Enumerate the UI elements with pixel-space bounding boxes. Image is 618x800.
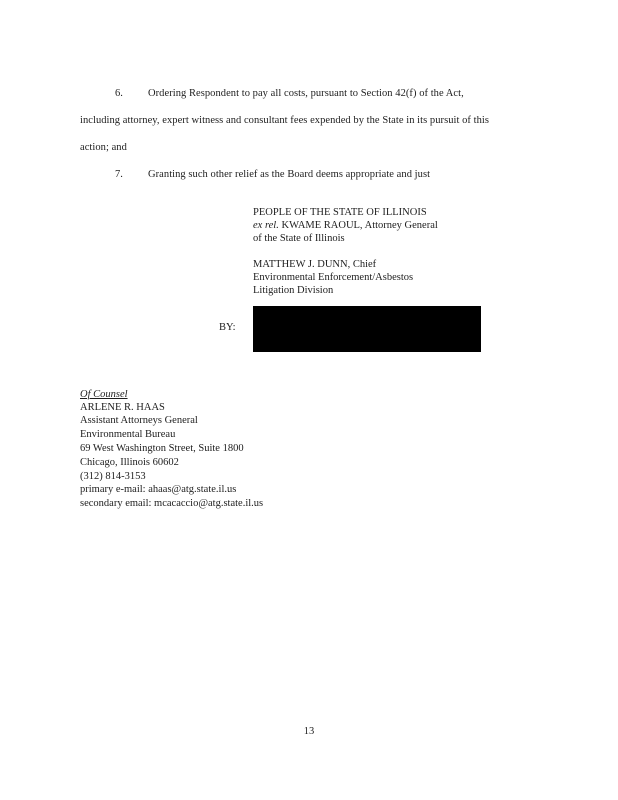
counsel-city: Chicago, Illinois 60602 bbox=[80, 457, 179, 468]
counsel-bureau: Environmental Bureau bbox=[80, 429, 176, 440]
counsel-primary-email: primary e-mail: ahaas@atg.state.il.us bbox=[80, 484, 237, 495]
counsel-title: Assistant Attorneys General bbox=[80, 415, 198, 426]
signature-party-line: of the State of Illinois bbox=[253, 233, 345, 244]
counsel-phone: (312) 814-3153 bbox=[80, 471, 146, 482]
item-text-line: action; and bbox=[80, 142, 127, 153]
item-number: 6. bbox=[115, 88, 123, 99]
signature-chief-line: Litigation Division bbox=[253, 285, 334, 296]
item-text-line: Ordering Respondent to pay all costs, pursuant to Section 42(f) of the Act, bbox=[148, 88, 464, 99]
page-number: 13 bbox=[303, 726, 315, 737]
signature-party-line bbox=[253, 220, 438, 231]
counsel-street: 69 West Washington Street, Suite 1800 bbox=[80, 443, 244, 454]
counsel-heading-text: Of Counsel bbox=[80, 389, 128, 400]
ex-rel-text: ex rel. bbox=[253, 220, 279, 231]
signature-chief-line: MATTHEW J. DUNN, Chief bbox=[253, 259, 377, 270]
item-text-line: including attorney, expert witness and consultant fees expended by the State in its pursuit of this bbox=[80, 115, 490, 126]
counsel-heading bbox=[80, 389, 128, 400]
attorney-general-text: KWAME RAOUL, Attorney General bbox=[281, 220, 438, 231]
redacted-signature-box bbox=[253, 306, 481, 352]
item-number: 7. bbox=[115, 169, 123, 180]
by-label: BY: bbox=[219, 322, 236, 333]
counsel-secondary-email: secondary email: mcacaccio@atg.state.il.us bbox=[80, 498, 264, 509]
item-text-line: Granting such other relief as the Board deems appropriate and just bbox=[148, 169, 431, 180]
signature-chief-line: Environmental Enforcement/Asbestos bbox=[253, 272, 414, 283]
signature-party-line: PEOPLE OF THE STATE OF ILLINOIS bbox=[253, 207, 427, 218]
counsel-name: ARLENE R. HAAS bbox=[80, 402, 165, 413]
